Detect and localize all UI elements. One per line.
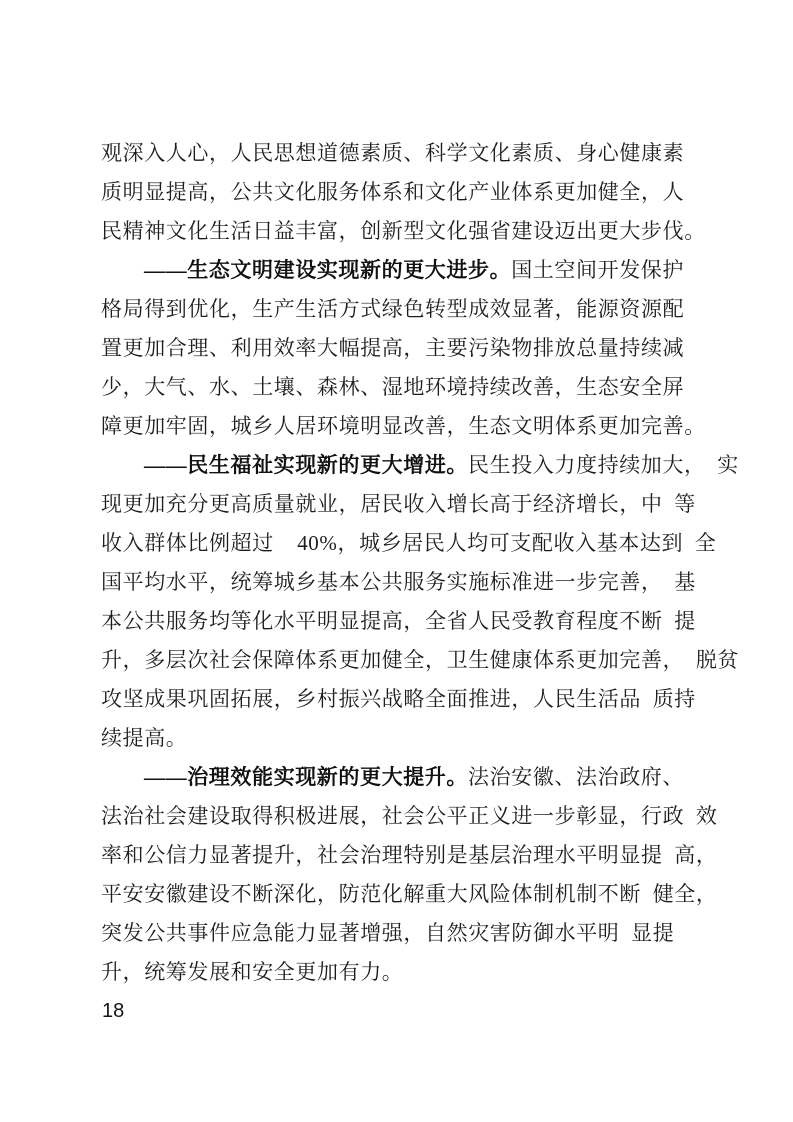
section-heading-line — [101, 758, 693, 797]
text-line — [101, 914, 693, 953]
text-line — [101, 485, 696, 524]
line-text: 国平均水平，统筹城乡基本公共服务实施标准进一步完善， 基 — [101, 570, 696, 594]
line-text: 少，大气、水、土壤、森林、湿地环境持续改善，生态安全屏 — [101, 375, 685, 399]
text-line — [101, 212, 706, 251]
line-text: 攻坚成果巩固拓展，乡村振兴战略全面推进，人民生活品 质持 — [101, 687, 696, 711]
line-text: 质明显提高，公共文化服务体系和文化产业体系更加健全，人 — [101, 180, 685, 204]
line-text: 民生投入力度持续加大， 实 — [468, 453, 739, 477]
line-text: 升，多层次社会保障体系更加健全，卫生健康体系更加完善， 脱贫 — [101, 648, 740, 672]
page-number: 18 — [102, 1000, 125, 1022]
text-line — [101, 797, 718, 836]
text-line — [101, 329, 693, 368]
text-line — [101, 563, 696, 602]
text-line — [101, 407, 706, 446]
text-line — [101, 719, 693, 758]
line-text: 置更加合理、利用效率大幅提高，主要污染物排放总量持续减 — [101, 336, 685, 360]
text-line — [101, 836, 718, 875]
section-heading-line — [101, 251, 693, 290]
line-text: 本公共服务均等化水平明显提高，全省人民受教育程度不断 提 — [101, 609, 696, 633]
text-line — [101, 290, 693, 329]
section-heading-line — [101, 446, 739, 485]
text-line — [101, 173, 693, 212]
line-text: 法治安徽、法治政府、 — [468, 765, 684, 789]
line-text: 收入群体比例超过 40%，城乡居民人均可支配收入基本达到 全 — [101, 531, 717, 555]
line-text: 观深入人心，人民思想道德素质、科学文化素质、身心健康素 — [101, 141, 685, 165]
text-line — [101, 134, 693, 173]
line-text: 平安安徽建设不断深化，防范化解重大风险体制机制不断 健全， — [101, 882, 718, 906]
heading-bold-text: ——民生福祉实现新的更大增进。 — [144, 453, 468, 477]
heading-bold-text: ——治理效能实现新的更大提升。 — [144, 765, 468, 789]
line-text: 格局得到优化，生产生活方式绿色转型成效显著，能源资源配 — [101, 297, 685, 321]
line-text: 障更加牢固，城乡人居环境明显改善，生态文明体系更加完善。 — [101, 414, 706, 438]
text-line — [101, 680, 696, 719]
text-line — [101, 524, 717, 563]
line-text: 突发公共事件应急能力显著增强，自然灾害防御水平明 显提 — [101, 921, 675, 945]
document-body — [101, 134, 740, 992]
line-text: 民精神文化生活日益丰富，创新型文化强省建设迈出更大步伐。 — [101, 219, 706, 243]
text-line — [101, 875, 718, 914]
line-text: 国土空间开发保护 — [511, 258, 685, 282]
text-line — [101, 368, 693, 407]
text-line — [101, 602, 696, 641]
text-line — [101, 641, 740, 680]
heading-bold-text: ——生态文明建设实现新的更大进步。 — [144, 258, 512, 282]
line-text: 现更加充分更高质量就业，居民收入增长高于经济增长，中 等 — [101, 492, 696, 516]
line-text: 升，统筹发展和安全更加有力。 — [101, 960, 404, 984]
text-line — [101, 953, 693, 992]
line-text: 法治社会建设取得积极进展，社会公平正义进一步彰显，行政 效 — [101, 804, 718, 828]
line-text: 续提高。 — [101, 726, 188, 750]
line-text: 率和公信力显著提升，社会治理特别是基层治理水平明显提 高， — [101, 843, 718, 867]
